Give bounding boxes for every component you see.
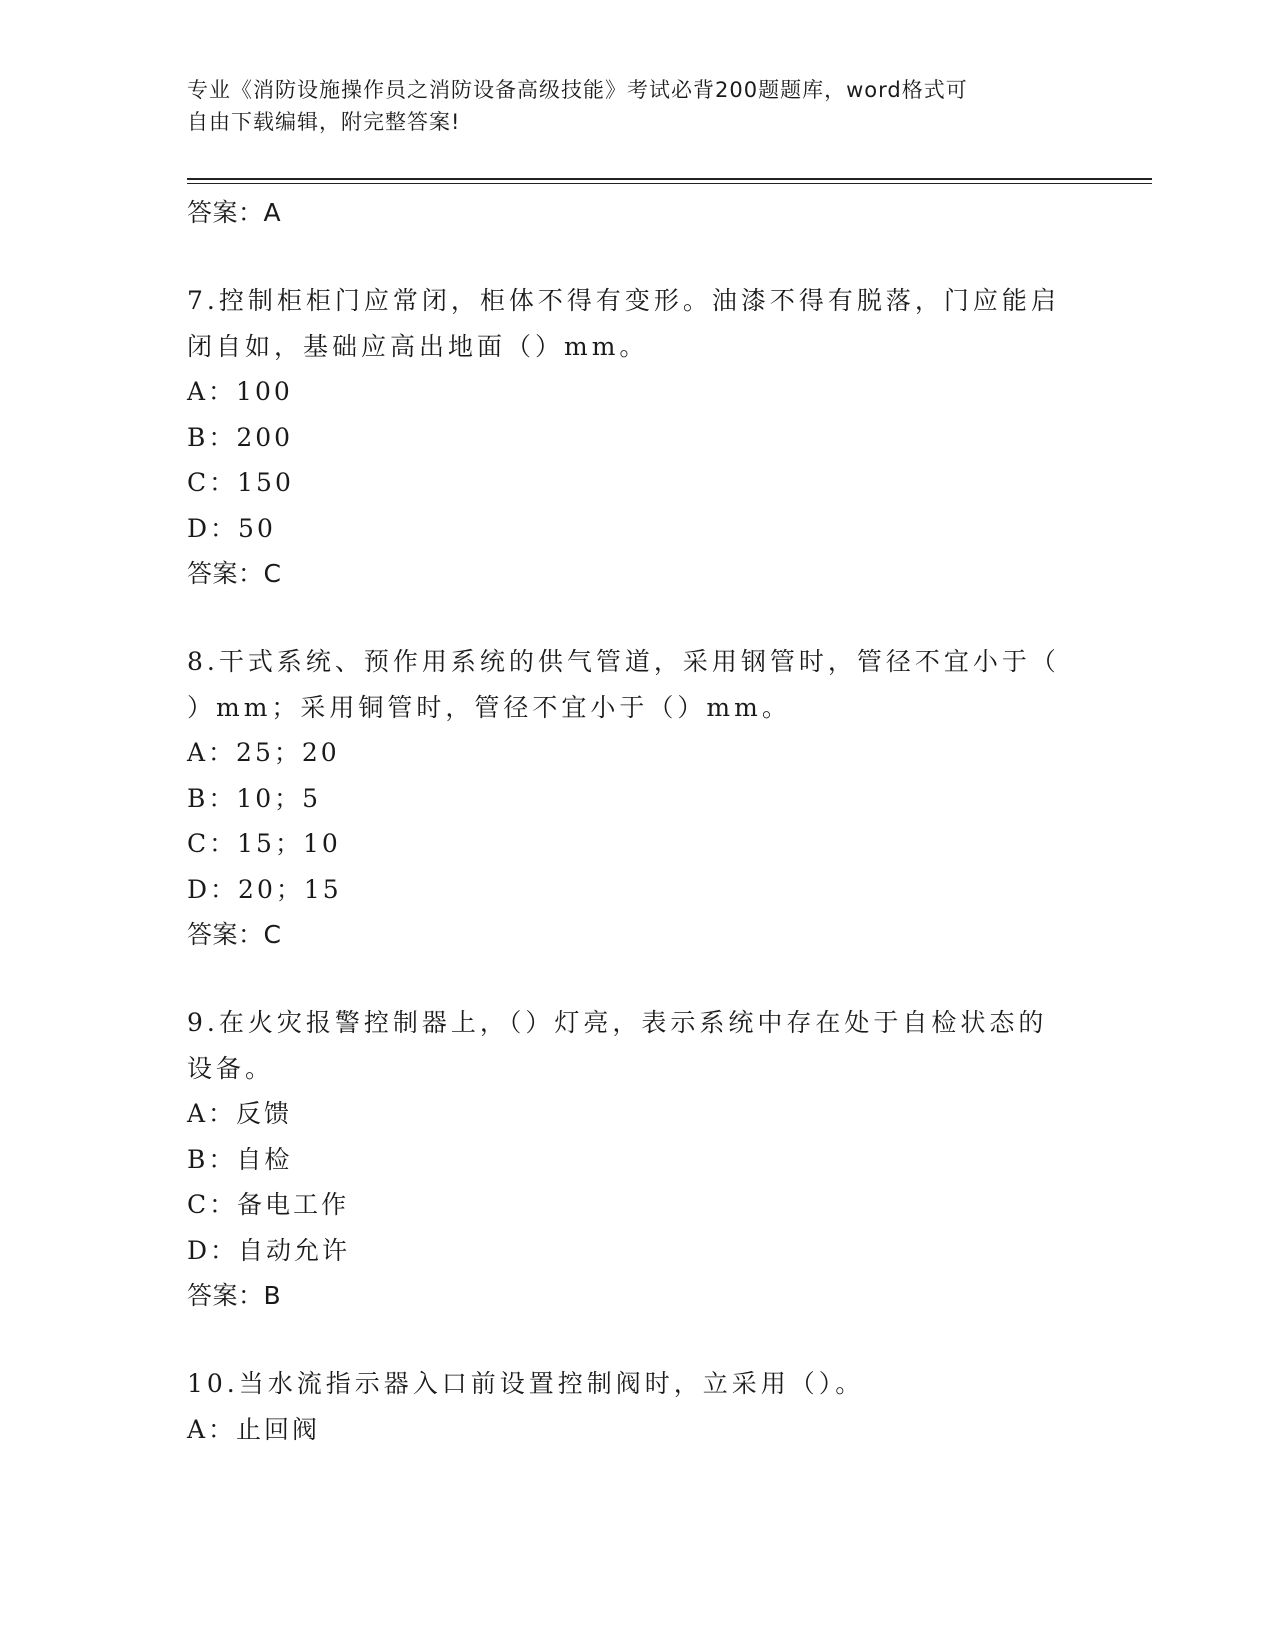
option-b: B：10；5: [187, 783, 322, 813]
answer-line: 答案：A: [187, 198, 282, 227]
option-c: C：备电工作: [187, 1190, 350, 1219]
question-stem-line: 10.当水流指示器入口前设置控制阀时，立采用（）。: [187, 1369, 865, 1398]
question-item: [187, 958, 1067, 1319]
question-stem: [187, 1319, 1067, 1407]
question-stem-line: ）mm；采用铜管时，管径不宜小于（）mm。: [187, 692, 791, 722]
option-d: D：自动允许: [187, 1235, 351, 1265]
option-d: D：50: [187, 513, 276, 543]
question-item: [187, 236, 1067, 597]
option-c: C：15；10: [187, 829, 341, 858]
question-stem-line: 设备。: [187, 1053, 275, 1083]
header-divider-thick: [187, 178, 1152, 180]
option-d: D：20；15: [187, 874, 342, 904]
question-stem: [187, 597, 1067, 730]
option-c: C：150: [187, 468, 294, 497]
document-body: [187, 190, 1067, 1452]
question-stem-line: 8.干式系统、预作用系统的供气管道，采用钢管时，管径不宜小于（: [187, 647, 1060, 676]
header-line-1: 专业《消防设施操作员之消防设备高级技能》考试必背200题题库，word格式可: [187, 78, 968, 102]
question-stem-line: 7.控制柜柜门应常闭，柜体不得有变形。油漆不得有脱落，门应能启: [187, 286, 1060, 315]
question-stem-line: 9.在火灾报警控制器上，（）灯亮，表示系统中存在处于自检状态的: [187, 1008, 1048, 1037]
answer-line: 答案：B: [187, 1281, 282, 1310]
document-header: [187, 74, 1067, 138]
answer-line: 答案：C: [187, 920, 282, 949]
option-a: A：反馈: [187, 1099, 293, 1128]
header-line-2: 自由下载编辑，附完整答案!: [187, 110, 461, 134]
question-stem: [187, 958, 1067, 1091]
question-stem-line: 闭自如，基础应高出地面（）mm。: [187, 331, 649, 361]
option-a: A：止回阀: [187, 1414, 321, 1444]
option-b: B：200: [187, 422, 294, 452]
question-stem: [187, 236, 1067, 369]
option-b: B：自检: [187, 1144, 293, 1174]
question-item: [187, 1319, 1067, 1452]
header-divider-thin: [187, 183, 1152, 184]
option-a: A：25；20: [187, 738, 340, 767]
option-a: A：100: [187, 377, 293, 406]
question-item: [187, 597, 1067, 958]
answer-line: 答案：C: [187, 559, 282, 588]
